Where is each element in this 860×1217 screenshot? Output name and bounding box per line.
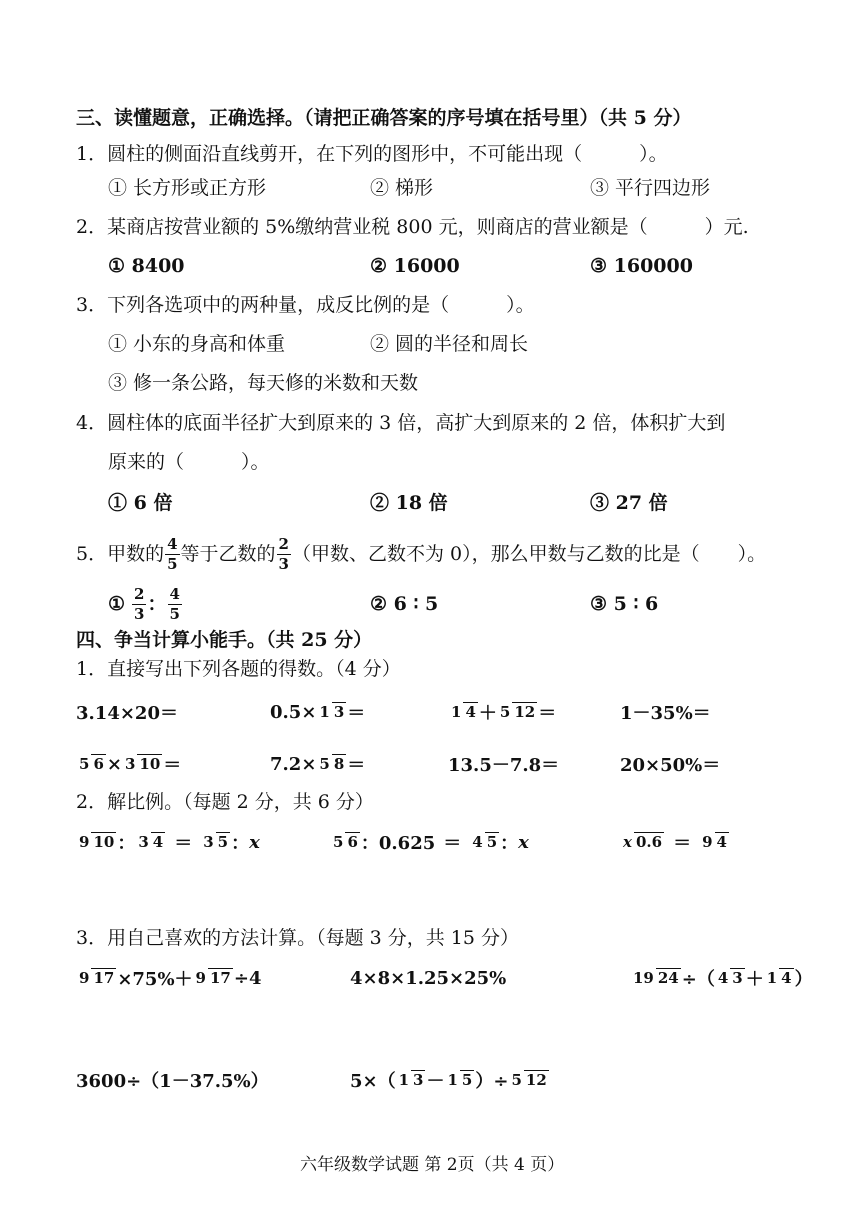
numerator: 5: [79, 755, 90, 773]
calc-4: 1－35%＝: [620, 703, 711, 724]
option-mark: ①: [108, 593, 126, 615]
fraction: [132, 584, 146, 623]
q2-stem: 2．某商店按营业额的 5%缴纳营业税 800 元，则商店的营业额是（ ）元.: [76, 216, 749, 238]
ratio-colon: ：: [500, 833, 519, 854]
fraction: [317, 754, 346, 774]
numerator: 1: [319, 703, 330, 721]
calc-2: [270, 690, 365, 734]
numerator: 2: [134, 584, 145, 603]
denominator: 4: [716, 833, 727, 851]
fraction: [77, 832, 116, 852]
text: 5×（: [350, 1071, 396, 1092]
fraction: [194, 968, 233, 988]
denominator: 4: [781, 969, 792, 987]
numerator: 3: [203, 833, 214, 851]
denominator: 5: [486, 833, 498, 851]
q3-option-2: ② 圆的半径和周长: [370, 333, 529, 355]
compute-5: [350, 1058, 550, 1102]
calc-7: 13.5－7.8＝: [448, 755, 560, 776]
proportion-1: [76, 820, 260, 864]
text: 7.2×: [270, 753, 317, 775]
numerator: 5: [333, 833, 344, 851]
ratio-colon: ：0.625: [360, 833, 436, 854]
q3-stem: 3．下列各选项中的两种量，成反比例的是（ ）。: [76, 294, 535, 316]
fraction: [470, 832, 499, 852]
q4-option-3: ③ 27 倍: [590, 492, 668, 514]
section-4-title: 四、争当计算小能手。（共 25 分）: [76, 629, 373, 651]
calc-8: 20×50%＝: [620, 755, 721, 776]
variable-x: x: [249, 831, 260, 853]
fraction: [77, 754, 106, 774]
equals: ＝: [673, 833, 692, 854]
fraction: [397, 1070, 426, 1090]
text: 0.5×: [270, 701, 317, 723]
q3-option-3: ③ 修一条公路，每天修的米数和天数: [108, 372, 419, 394]
denominator: 6: [347, 833, 358, 851]
text: ÷4: [233, 967, 262, 989]
denominator: 17: [93, 969, 115, 987]
compute-3: [630, 956, 813, 1000]
q4-stem-line2: 原来的（ ）。: [108, 451, 270, 473]
denominator: 12: [525, 1071, 547, 1089]
fraction: [331, 832, 360, 852]
fraction: [765, 968, 794, 988]
part-1-title: 1．直接写出下列各题的得数。（4 分）: [76, 658, 401, 680]
denominator: 3: [413, 1071, 424, 1089]
q5-text-2: 等于乙数的: [180, 543, 276, 565]
fraction: [509, 1070, 548, 1090]
equals: ＝: [174, 833, 193, 854]
variable-x: x: [518, 831, 529, 853]
text: ÷（: [681, 969, 715, 990]
proportion-3: [620, 820, 730, 864]
q1-option-1: ① 长方形或正方形: [108, 177, 267, 199]
calc-1: 3.14×20＝: [76, 703, 178, 724]
equals: ＝: [163, 755, 182, 776]
numerator: 4: [472, 833, 483, 851]
denominator: 8: [333, 755, 345, 773]
text: ）÷: [475, 1071, 509, 1092]
denominator: 5: [217, 833, 229, 851]
numerator: 5: [319, 755, 330, 773]
equals: ＝: [538, 703, 557, 724]
fraction: [168, 584, 182, 623]
ratio-colon: ：: [117, 833, 136, 854]
q5-fraction-1: [165, 534, 179, 573]
denominator: 6: [93, 755, 104, 773]
denominator: 4: [465, 703, 476, 721]
denominator: 4: [152, 833, 164, 851]
ratio-colon: ：: [147, 593, 167, 615]
fraction: [716, 968, 745, 988]
q5-text-3: （甲数、乙数不为 0），那么甲数与乙数的比是（ ）。: [291, 543, 767, 565]
numerator: 4: [167, 534, 178, 553]
compute-2: 4×8×1.25×25%: [350, 967, 507, 989]
fraction: [136, 832, 165, 852]
numerator: 9: [702, 833, 713, 851]
numerator: 5: [499, 703, 511, 721]
denominator: 0.6: [635, 833, 663, 851]
compute-4: 3600÷（1－37.5%）: [76, 1071, 269, 1092]
numerator: 3: [138, 833, 149, 851]
numerator: 9: [79, 833, 90, 851]
fraction: [621, 832, 664, 852]
numerator: 19: [633, 969, 654, 987]
ratio-colon: ：: [231, 833, 250, 854]
denominator: 12: [514, 703, 536, 721]
numerator: 1: [398, 1071, 410, 1089]
denominator: 24: [657, 969, 679, 987]
part-2-title: 2．解比例。（每题 2 分，共 6 分）: [76, 791, 374, 813]
part-3-title: 3．用自己喜欢的方法计算。（每题 3 分，共 15 分）: [76, 927, 520, 949]
denominator: 5: [461, 1071, 473, 1089]
page-footer: 六年级数学试题 第 2页（共 4 页）: [300, 1155, 565, 1175]
q5-stem: [76, 532, 766, 576]
q1-option-3: ③ 平行四边形: [590, 177, 711, 199]
calc-6: [270, 742, 365, 786]
equals: ＝: [443, 833, 462, 854]
calc-5: [76, 742, 181, 786]
numerator: 1: [766, 969, 778, 987]
equals: ＝: [347, 703, 366, 724]
numerator: 1: [451, 703, 462, 721]
fraction: [498, 702, 537, 722]
numerator: 2: [278, 534, 289, 553]
fraction: [700, 832, 729, 852]
fraction: [77, 968, 116, 988]
denominator: 17: [209, 969, 231, 987]
numerator: 3: [124, 755, 136, 773]
section-3-title: 三、读懂题意，正确选择。（请把正确答案的序号填在括号里）（共 5 分）: [76, 107, 692, 129]
q4-option-1: ① 6 倍: [108, 492, 173, 514]
numerator: 4: [717, 969, 729, 987]
denominator: 10: [93, 833, 115, 851]
operator: －: [426, 1071, 445, 1092]
denominator: 3: [134, 604, 145, 623]
compute-1: [76, 956, 261, 1000]
q1-stem: 1．圆柱的侧面沿直线剪开，在下列的图形中，不可能出现（ ）。: [76, 143, 668, 165]
denominator: 3: [333, 703, 345, 721]
fraction: [201, 832, 230, 852]
q3-option-1: ① 小东的身高和体重: [108, 333, 286, 355]
q5-fraction-2: [277, 534, 291, 573]
calc-3: [448, 690, 556, 734]
q5-text-1: 5．甲数的: [76, 543, 165, 565]
denominator: 10: [139, 755, 161, 773]
q2-option-1: ① 8400: [108, 255, 185, 277]
q5-option-3: ③ 5 ∶ 6: [590, 593, 659, 615]
fraction: [123, 754, 162, 774]
denominator: 5: [169, 604, 180, 623]
q4-stem-line1: 4．圆柱体的底面半径扩大到原来的 3 倍，高扩大到原来的 2 倍，体积扩大到: [76, 412, 726, 434]
q2-option-3: ③ 160000: [590, 255, 693, 277]
q5-option-2: ② 6 ∶ 5: [370, 593, 439, 615]
fraction: [317, 702, 346, 722]
denominator: 5: [167, 554, 178, 573]
q4-option-2: ② 18 倍: [370, 492, 448, 514]
fraction: [631, 968, 681, 988]
numerator: 5: [511, 1071, 522, 1089]
numerator: 9: [195, 969, 206, 987]
operator: ＋: [745, 969, 764, 990]
numerator: 1: [447, 1071, 458, 1089]
operator: ×: [106, 753, 122, 775]
numerator: 4: [169, 584, 180, 603]
denominator: 3: [732, 969, 743, 987]
operator: ＋: [478, 703, 497, 724]
text: ）: [794, 969, 813, 990]
text: ×75%＋: [117, 969, 193, 990]
q5-option-1: [108, 582, 183, 626]
equals: ＝: [347, 755, 366, 776]
denominator: 3: [278, 554, 289, 573]
q1-option-2: ② 梯形: [370, 177, 434, 199]
proportion-2: [330, 820, 529, 864]
numerator: 9: [79, 969, 90, 987]
q2-option-2: ② 16000: [370, 255, 460, 277]
numerator: x: [623, 833, 632, 851]
fraction: [449, 702, 478, 722]
fraction: [445, 1070, 474, 1090]
